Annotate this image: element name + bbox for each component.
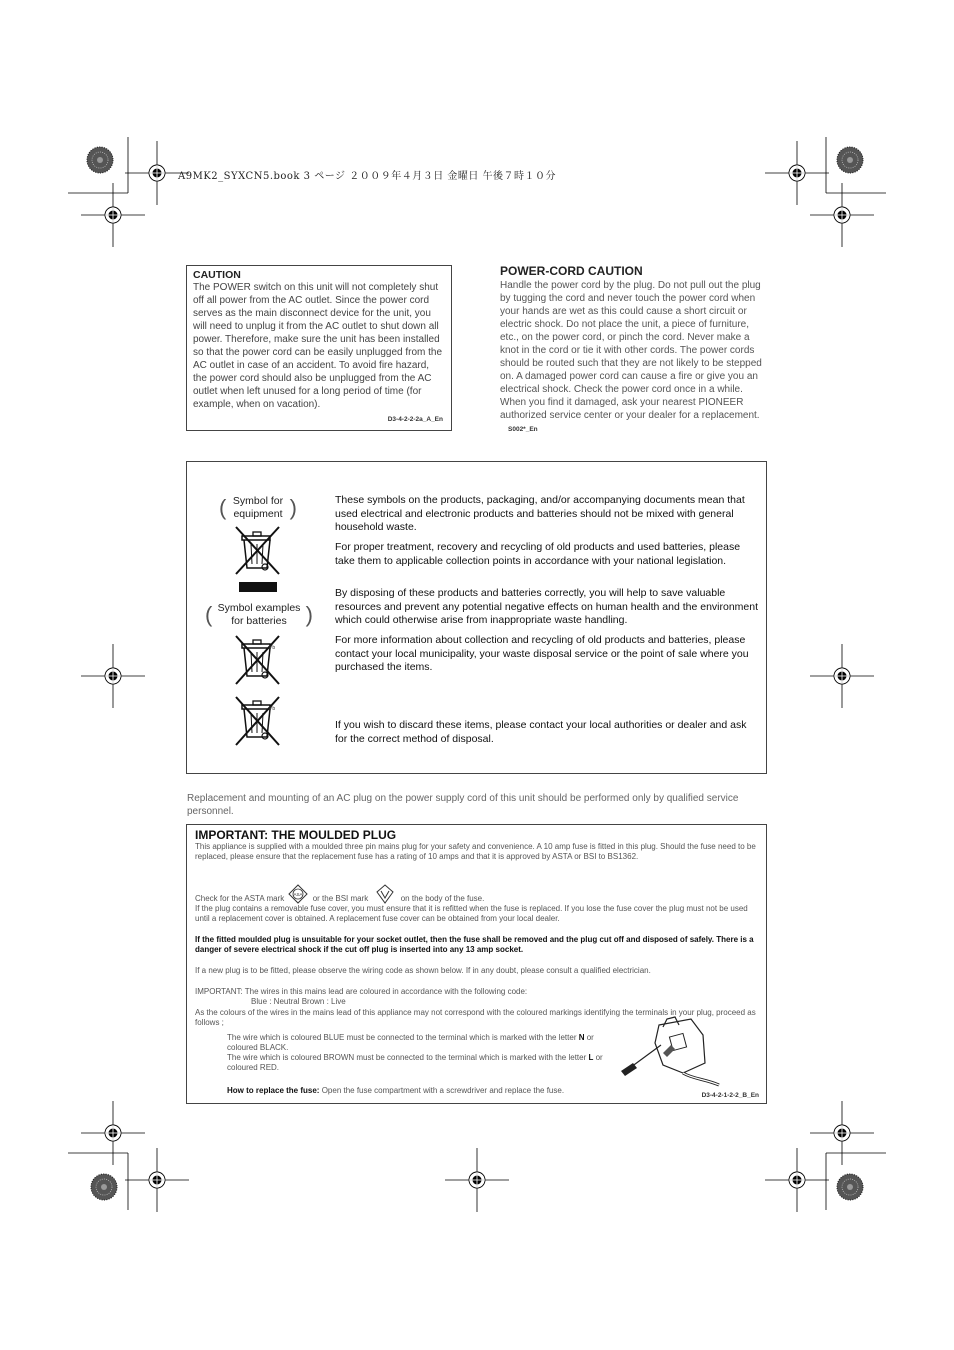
crosshair-icon <box>765 141 829 205</box>
crosshair-icon <box>125 1148 189 1212</box>
bsi-kitemark-icon <box>375 884 395 904</box>
svg-text:ASA: ASA <box>293 892 303 897</box>
plug-ref-code: D3-4-2-1-2-2_B_En <box>701 1092 759 1099</box>
power-cord-title: POWER-CORD CAUTION <box>500 264 643 278</box>
caution-title: CAUTION <box>193 269 241 281</box>
caution-ref-code: D3-4-2-2-2a_A_En <box>387 416 443 423</box>
asta-mark-icon <box>288 884 308 904</box>
symbol-batteries-label: ( Symbol examples for batteries ) <box>205 602 313 627</box>
blue-wire-instruction: The wire which is coloured BLUE must be connected to the terminal which is marked with the letter N or coloured BLACK. <box>227 1033 594 1052</box>
moulded-plug-box <box>186 824 767 1104</box>
star-target-icon <box>837 147 863 173</box>
weee-paragraph-5: If you wish to discard these items, please contact your local authorities or dealer and ask for the correct method of disposal. <box>335 719 747 745</box>
crosshair-icon <box>445 1148 509 1212</box>
weee-paragraph-4: For more information about collection and recycling of old products and batteries, please contact your local municipality, your waste disposal service or the point of sale where you purchased the items. <box>335 634 749 673</box>
file-header-line: A9MK2_SYXCN5.book 3 ページ ２００９年４月３日 金曜日 午後７時１０分 <box>178 171 557 182</box>
plug-paragraph-2: If the plug contains a removable fuse cover, you must ensure that it is refitted when the fuse is replaced. If you lose the fuse cover the plug must not be used until a replacement cover is obtained. A replacement fuse cover can be obtained from your local dealer. <box>195 904 748 923</box>
battery-chem-mark-1: Pb <box>269 645 276 651</box>
caution-box <box>186 265 452 431</box>
plug-paragraph-4: IMPORTANT: The wires in this mains lead are coloured in accordance with the following code: <box>195 987 528 996</box>
plug-warning: If the fitted moulded plug is unsuitable for your socket outlet, then the fuse shall be removed and the plug cut off and disposed of safely. There is a danger of severe electrical shock if the cut off plug is inserted into any 13 amp socket. <box>195 935 754 954</box>
crossed-bin-battery-icon <box>233 695 285 747</box>
fuse-mark-line: Check for the ASTA mark ASA or the BSI mark on the body of the fuse. <box>195 884 761 904</box>
battery-chem-mark-2: Pb <box>269 706 276 712</box>
star-target-icon <box>91 1174 117 1200</box>
replacement-note: Replacement and mounting of an AC plug on the power supply cord of this unit should be performed only by qualified service personnel. <box>187 793 739 817</box>
plug-title: IMPORTANT: THE MOULDED PLUG <box>195 828 397 842</box>
power-cord-ref-code: S002*_En <box>508 426 538 433</box>
crossed-bin-battery-icon <box>233 634 285 686</box>
plug-paragraph-5: As the colours of the wires in the mains lead of this appliance may not correspond with the coloured markings identifying the terminals in your plug, proceed as follows ; <box>195 1008 756 1027</box>
star-target-icon <box>837 1174 863 1200</box>
caution-body: The POWER switch on this unit will not completely shut off all power from the AC outlet. Since the power cord serves as the main disconnect device for the unit, you will need to unplug it from the AC outlet to shut down all power. Therefore, make sure the unit has been installed so that the power cord can be easily unplugged from the AC outlet in case of an accident. To avoid fire hazard, the power cord should also be unplugged from the AC outlet when left unused for a long period of time (for example, when on vacation). <box>193 282 443 410</box>
plug-screwdriver-illustration <box>619 1013 727 1093</box>
brown-wire-instruction: The wire which is coloured BROWN must be connected to the terminal which is marked with the letter L or coloured RED. <box>227 1053 603 1072</box>
power-cord-body <box>500 279 768 436</box>
wire-colour-code: Blue : Neutral Brown : Live <box>251 997 346 1006</box>
symbol-equipment-label: ( Symbol for equipment ) <box>219 495 297 520</box>
weee-paragraph-3: By disposing of these products and batteries correctly, you will help to save valuable resources and prevent any potential negative effects on human health and the environment which could otherwise arise from inappropriate waste handling. <box>335 587 759 626</box>
weee-paragraph-2: For proper treatment, recovery and recycling of old products and used batteries, please take them to applicable collection points in accordance with your national legislation. <box>335 541 741 567</box>
crosshair-icon <box>81 1101 145 1165</box>
crosshair-icon <box>810 644 874 708</box>
crossed-bin-equipment-icon <box>233 524 285 592</box>
crosshair-icon <box>765 1148 829 1212</box>
crosshair-icon <box>810 1101 874 1165</box>
fuse-replace-howto: How to replace the fuse: Open the fuse compartment with a screwdriver and replace the fuse. <box>227 1086 565 1095</box>
plug-paragraph-3: If a new plug is to be fitted, please observe the wiring code as shown below. If in any doubt, please consult a qualified electrician. <box>195 966 651 975</box>
plug-paragraph-1: This appliance is supplied with a moulded three pin mains plug for your safety and convenience. A 10 amp fuse is fitted in this plug. Should the fuse need to be replaced, please ensure that the replacement fuse has a rating of 10 amps and that it is approved by ASTA or BSI to BS1362. <box>195 842 756 861</box>
weee-info-box <box>186 461 767 774</box>
weee-paragraph-1: These symbols on the products, packaging, and/or accompanying documents mean that used electrical and electronic products and batteries should not be mixed with general household waste. <box>335 494 745 533</box>
crosshair-icon <box>81 644 145 708</box>
power-cord-text: Handle the power cord by the plug. Do not pull out the plug by tugging the cord and never touch the power cord when your hands are wet as this could cause a short circuit or electric shock. Do not place the unit, a piece of furniture, etc., on the power cord, or pinch the cord. Never make a knot in the cord or tie it with other cords. The power cords should be routed such that they are not likely to be stepped on. A damaged power cord can cause a fire or give you an electrical shock. Check the power cord once in a while. When you find it damaged, ask your nearest PIONEER authorized service center or your dealer for a replacement. <box>500 280 762 421</box>
star-target-icon <box>87 147 113 173</box>
